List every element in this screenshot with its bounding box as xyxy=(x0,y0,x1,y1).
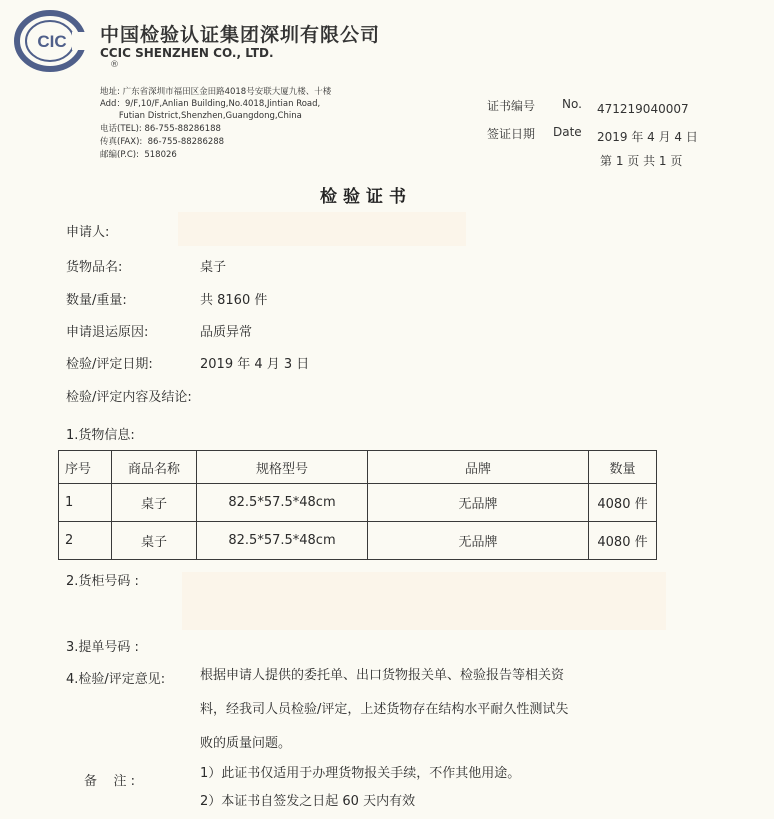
table-header-row xyxy=(59,451,657,484)
cell-no: 2 xyxy=(59,522,112,560)
inspect-date-value: 2019 年 4 月 3 日 xyxy=(200,357,310,372)
cell-name: 桌子 xyxy=(112,522,197,560)
cell-brand: 无品牌 xyxy=(368,522,589,560)
cell-no: 1 xyxy=(59,484,112,522)
postcode-line: 邮编(P.C): 518026 xyxy=(100,150,177,160)
cell-qty: 4080 件 xyxy=(589,522,657,560)
cert-no-label-en: No. xyxy=(562,97,582,111)
section-opinion-label: 4.检验/评定意见: xyxy=(66,672,166,687)
address-line-1: 地址: 广东省深圳市福田区金田路4018号安联大厦九楼、十楼 xyxy=(100,87,332,97)
opinion-line-1: 根据申请人提供的委托单、出口货物报关单、检验报告等相关资 xyxy=(200,668,565,683)
cell-brand: 无品牌 xyxy=(368,484,589,522)
cert-no-label-cn: 证书编号 xyxy=(487,99,536,113)
header-spec: 规格型号 xyxy=(197,451,368,484)
section-goods-info: 1.货物信息: xyxy=(66,428,135,443)
document-title: 检验证书 xyxy=(320,187,412,207)
fax-line: 传真(FAX): 86-755-88286288 xyxy=(100,137,225,147)
applicant-label: 申请人: xyxy=(66,225,110,240)
company-name-en: CCIC SHENZHEN CO., LTD. xyxy=(100,46,274,60)
redacted-applicant xyxy=(178,212,466,246)
company-name-cn: 中国检验认证集团深圳有限公司 xyxy=(100,24,381,46)
remarks-label: 备 注 : xyxy=(84,774,136,789)
phone-line: 电话(TEL): 86-755-88286188 xyxy=(100,124,221,134)
cell-spec: 82.5*57.5*48cm xyxy=(197,484,368,522)
header-no: 序号 xyxy=(59,451,112,484)
reason-label: 申请退运原因: xyxy=(66,325,149,340)
opinion-line-2: 料，经我司人员检验/评定，上述货物存在结构水平耐久性测试失 xyxy=(200,702,569,717)
redacted-container-no xyxy=(182,572,666,630)
logo-text: CIC xyxy=(37,32,67,51)
company-logo xyxy=(14,10,92,72)
section-container-no: 2.货柜号码 : xyxy=(66,574,139,589)
inspect-date-label: 检验/评定日期: xyxy=(66,357,153,372)
goods-name-label: 货物品名: xyxy=(66,260,123,275)
header-qty: 数量 xyxy=(589,451,657,484)
cell-name: 桌子 xyxy=(112,484,197,522)
remarks-line-2: 2）本证书自签发之日起 60 天内有效 xyxy=(200,794,416,809)
cert-date-label-en: Date xyxy=(553,125,582,139)
page-info: 第 1 页 共 1 页 xyxy=(600,154,683,168)
header-name: 商品名称 xyxy=(112,451,197,484)
qty-value: 共 8160 件 xyxy=(200,293,268,308)
opinion-line-3: 败的质量问题。 xyxy=(200,736,292,751)
goods-name-value: 桌子 xyxy=(200,260,227,275)
section-bill-no: 3.提单号码 : xyxy=(66,640,139,655)
trademark-symbol: ® xyxy=(110,60,119,70)
conclusion-label: 检验/评定内容及结论: xyxy=(66,390,192,405)
cert-date-label-cn: 签证日期 xyxy=(487,127,536,141)
header-brand: 品牌 xyxy=(368,451,589,484)
cell-spec: 82.5*57.5*48cm xyxy=(197,522,368,560)
address-line-2: Add：9/F,10/F,Anlian Building,No.4018,Jintian Road, xyxy=(100,99,321,109)
qty-label: 数量/重量: xyxy=(66,293,127,308)
address-line-3: Futian District,Shenzhen,Guangdong,China xyxy=(100,111,302,121)
reason-value: 品质异常 xyxy=(200,325,253,340)
table-row xyxy=(59,522,657,560)
remarks-line-1: 1）此证书仅适用于办理货物报关手续，不作其他用途。 xyxy=(200,766,521,781)
table-row xyxy=(59,484,657,522)
cell-qty: 4080 件 xyxy=(589,484,657,522)
cert-date-value: 2019 年 4 月 4 日 xyxy=(597,130,698,144)
cert-no-value: 471219040007 xyxy=(597,102,689,116)
goods-table xyxy=(58,450,657,560)
